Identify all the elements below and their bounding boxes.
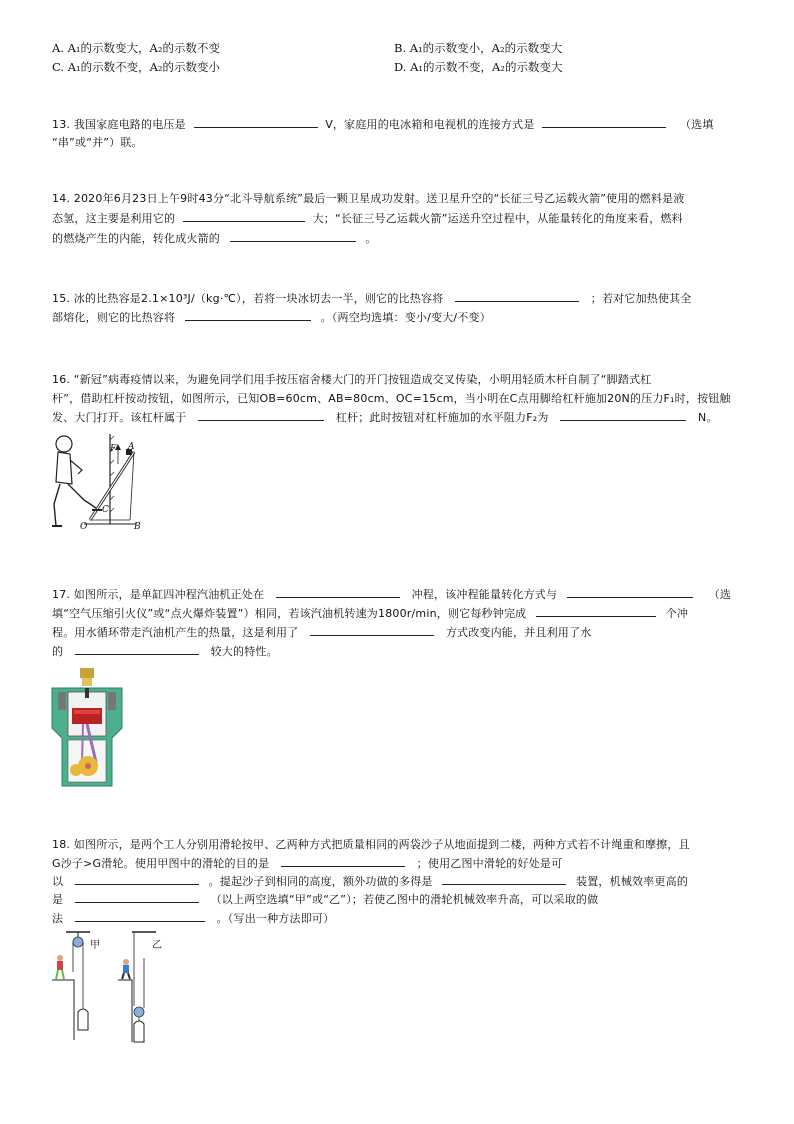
option-c: C. A₁的示数不变，A₂的示数变小 [52, 60, 221, 74]
label-yi: 乙 [152, 940, 162, 951]
answer-blank[interactable] [567, 587, 693, 598]
answer-blank[interactable] [185, 310, 311, 321]
answer-blank[interactable] [75, 644, 199, 655]
question-18-line-3: 以 。提起沙子到相同的高度，额外功做的多得是 装置，机械效率更高的 [52, 875, 689, 888]
question-14-line-1: 14. 2020年6月23日上午9时43分“北斗导航系统”最后一颗卫星成功发射。送卫星升空的“长征三号乙运载火箭”使用的燃料是液 [52, 192, 685, 205]
question-16-line-1: 16. “新冠”病毒疫情以来，为避免同学们用手按压宿舍楼大门的开门按钮造成交叉传染，小明用轻质木杆自制了“脚踏式杠 [52, 373, 652, 386]
label-jia: 甲 [90, 940, 100, 951]
label-f: F [110, 444, 117, 454]
option-b: B. A₁的示数变小，A₂的示数变大 [394, 41, 563, 55]
answer-blank[interactable] [455, 291, 579, 302]
question-18-line-5: 法 。（写出一种方法即可） [52, 912, 335, 925]
answer-blank[interactable] [75, 892, 199, 903]
question-17-line-1: 17. 如图所示，是单缸四冲程汽油机正处在 冲程，该冲程能量转化方式与 （选 [52, 588, 732, 601]
question-18-line-1: 18. 如图所示，是两个工人分别用滑轮按甲、乙两种方式把质量相同的两袋沙子从地面提到二楼，两种方式若不计绳重和摩擦，且 [52, 838, 690, 851]
answer-blank[interactable] [276, 587, 400, 598]
option-a: A. A₁的示数变大，A₂的示数不变 [52, 41, 220, 55]
question-13-line-2: “串”或“并”）联。 [52, 136, 143, 149]
answer-blank[interactable] [442, 874, 566, 885]
answer-blank[interactable] [75, 911, 205, 922]
answer-blank[interactable] [310, 625, 434, 636]
question-17-line-2: 填“空气压缩引火仪”或“点火爆炸装置”）相同，若该汽油机转速为1800r/min，则它每秒钟完成 个冲 [52, 607, 689, 620]
question-15-line-1: 15. 冰的比热容是2.1×10³J/（kg·℃），若将一块冰切去一半，则它的比热容将 ；若对它加热使其全 [52, 292, 692, 305]
question-13-line-1: 13. 我国家庭电路的电压是 V，家庭用的电冰箱和电视机的连接方式是 （选填 [52, 118, 714, 131]
lever-figure [48, 430, 158, 538]
question-17-line-4: 的 较大的特性。 [52, 645, 278, 658]
answer-blank[interactable] [230, 231, 356, 242]
question-18-line-4: 是 （以上两空选填“甲”或“乙”）；若使乙图中的滑轮机械效率升高，可以采取的做 [52, 893, 599, 906]
answer-blank[interactable] [183, 211, 305, 222]
engine-figure [46, 668, 128, 790]
label-c: C [102, 505, 109, 515]
question-17-line-3: 程。用水循环带走汽油机产生的热量，这是利用了 方式改变内能，并且利用了水 [52, 626, 592, 639]
option-d: D. A₁的示数不变，A₂的示数变大 [394, 60, 563, 74]
label-a: A [128, 442, 135, 452]
answer-blank[interactable] [536, 606, 656, 617]
answer-blank[interactable] [560, 410, 686, 421]
question-16-line-3: 发、大门打开。该杠杆属于 杠杆；此时按钮对杠杆施加的水平阻力F₂为 N。 [52, 411, 718, 424]
answer-blank[interactable] [542, 117, 666, 128]
label-o: O [80, 522, 88, 532]
label-b: B [134, 522, 141, 532]
answer-blank[interactable] [281, 856, 405, 867]
question-14-line-2: 态氢，这主要是利用它的 大；“长征三号乙运载火箭”运送升空过程中，从能量转化的角度来看，燃料 [52, 212, 683, 225]
question-15-line-2: 部熔化，则它的比热容将 。（两空均选填：变小/变大/不变） [52, 311, 491, 324]
question-16-line-2: 杆”，借助杠杆按动按钮，如图所示，已知OB=60cm、AB=80cm、OC=15cm，当小明在C点用脚给杠杆施加20N的压力F₁时，按钮触 [52, 392, 731, 405]
question-14-line-3: 的燃烧产生的内能，转化成火箭的 。 [52, 232, 377, 245]
answer-blank[interactable] [198, 410, 324, 421]
question-18-line-2: G沙子>G滑轮。使用甲图中的滑轮的目的是 ；使用乙图中滑轮的好处是可 [52, 857, 563, 870]
answer-blank[interactable] [75, 874, 199, 885]
answer-blank[interactable] [194, 117, 318, 128]
